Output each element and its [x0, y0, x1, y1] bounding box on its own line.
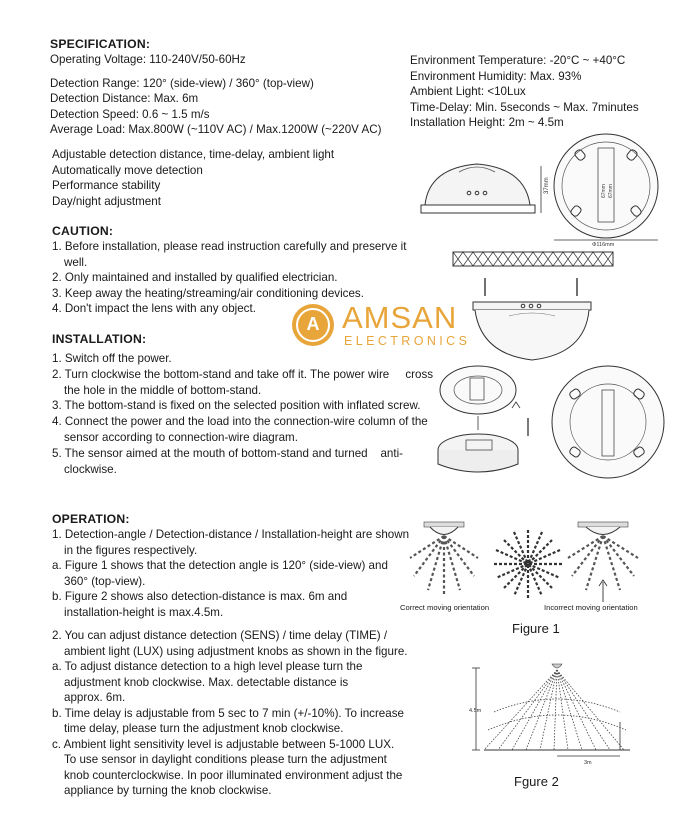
operation-line: 2. You can adjust distance detection (SENS) / time delay (TIME) / — [52, 629, 388, 642]
operation-line: 360° (top-view). — [64, 574, 146, 588]
caution-item: well. — [64, 255, 88, 269]
dimension-diameter-label: Φ116mm — [592, 242, 615, 246]
operation-line: To use sensor in daylight conditions please turn the adjustment — [64, 753, 387, 766]
ceiling-mount-diagram — [445, 250, 620, 370]
caution-item: 3. Keep away the heating/streaming/air conditioning devices. — [52, 286, 364, 300]
spec-heading: SPECIFICATION: — [50, 37, 151, 51]
spec-right-list — [410, 53, 639, 131]
operation-line: adjustment knob clockwise. Max. detectable distance is — [64, 675, 349, 689]
brand-logo-letter: A — [296, 308, 330, 342]
sensor-side-view-diagram — [415, 160, 550, 225]
figure-1-diagram — [400, 518, 662, 610]
caution-heading: CAUTION: — [52, 224, 114, 238]
installation-heading: INSTALLATION: — [52, 332, 147, 346]
spec-line: Detection Range: 120° (side-view) / 360° (top-view) — [50, 76, 314, 90]
top-view-star-diagram — [494, 530, 562, 598]
operation-block-1 — [52, 527, 409, 620]
installation-step: sensor according to connection-wire diagram. — [64, 430, 298, 444]
feature-item: Adjustable detection distance, time-delay, ambient light — [52, 148, 335, 161]
correct-orientation-diagram — [410, 522, 478, 594]
installation-step: clockwise. — [64, 462, 117, 476]
installation-exploded-diagram — [430, 360, 670, 485]
operation-line: b. Time delay is adjustable from 5 sec to 7 min (+/-10%). To increase — [52, 706, 404, 720]
spec-right-line: Time-Delay: Min. 5seconds ~ Max. 7minutes — [410, 100, 639, 114]
caution-item: 4. Don't impact the lens with any object. — [52, 302, 256, 315]
spec-list — [50, 52, 381, 138]
dimension-height-label: 37mm — [544, 177, 550, 194]
sensor-top-view-diagram — [548, 128, 670, 246]
figure-2-distance-label: 3m — [584, 760, 592, 766]
figure-2-caption: Fgure 2 — [514, 774, 559, 789]
installation-list — [52, 351, 433, 477]
figure-1-caption: Figure 1 — [512, 621, 560, 636]
features-list — [52, 147, 334, 209]
incorrect-orientation-diagram — [568, 522, 638, 602]
caution-item: 2. Only maintained and installed by qualified electrician. — [52, 271, 338, 284]
brand-logo-icon — [292, 304, 334, 346]
spec-line: Detection Distance: Max. 6m — [50, 92, 199, 105]
operation-line: c. Ambient light sensitivity level is adjustable between 5-1000 LUX. — [52, 737, 395, 751]
installation-step: 4. Connect the power and the load into the connection-wire column of the — [52, 415, 428, 429]
correct-orientation-label: Correct moving orientation — [400, 603, 490, 612]
operation-block-2 — [52, 628, 408, 799]
operation-line: b. Figure 2 shows also detection-distance is max. 6m and — [52, 590, 348, 603]
installation-step: 5. The sensor aimed at the mouth of bottom-stand and turned anti- — [52, 446, 404, 460]
spec-line: Operating Voltage: 110-240V/50-60Hz — [50, 53, 246, 66]
spec-right-line: Environment Temperature: -20°C ~ +40°C — [410, 54, 626, 67]
brand-name: AMSAN — [342, 300, 458, 335]
operation-line: ambient light (LUX) using adjustment knobs as shown in the figure. — [64, 644, 408, 658]
figure-2-diagram — [464, 660, 640, 770]
spec-right-line: Environment Humidity: Max. 93% — [410, 69, 582, 83]
operation-heading: OPERATION: — [52, 512, 130, 526]
spec-right-line: Installation Height: 2m ~ 4.5m — [410, 116, 564, 129]
spec-spacer — [50, 68, 381, 76]
feature-item: Performance stability — [52, 179, 161, 192]
incorrect-orientation-label: Incorrect moving orientation — [544, 603, 638, 612]
installation-step: the hole in the middle of bottom-stand. — [64, 383, 262, 397]
operation-line: appliance by turning the knob clockwise. — [64, 784, 272, 797]
feature-item: Day/night adjustment — [52, 194, 161, 208]
operation-line: installation-height is max.4.5m. — [64, 605, 224, 619]
operation-line: time delay, please turn the adjustment knob clockwise. — [64, 722, 344, 735]
installation-step: 2. Turn clockwise the bottom-stand and take off it. The power wire cross — [52, 367, 434, 381]
installation-step: 1. Switch off the power. — [52, 352, 172, 365]
spec-line: Average Load: Max.800W (~110V AC) / Max.1200W (~220V AC) — [50, 123, 382, 136]
dimension-inner-b: 67mm — [608, 184, 614, 198]
figure-2-height-label: 4.5m — [469, 708, 482, 714]
operation-line: a. Figure 1 shows that the detection angle is 120° (side-view) and — [52, 559, 388, 572]
operation-line: in the figures respectively. — [64, 543, 198, 557]
operation-line: approx. 6m. — [64, 691, 126, 704]
dimension-inner-a: 67mm — [601, 184, 607, 198]
caution-item: 1. Before installation, please read instruction carefully and preserve it — [52, 240, 407, 253]
brand-subtitle: ELECTRONICS — [344, 334, 471, 348]
operation-line: a. To adjust distance detection to a high level please turn the — [52, 660, 363, 673]
spec-line: Detection Speed: 0.6 ~ 1.5 m/s — [50, 107, 210, 121]
feature-item: Automatically move detection — [52, 163, 203, 177]
operation-line: 1. Detection-angle / Detection-distance / Installation-height are shown — [52, 528, 410, 541]
installation-step: 3. The bottom-stand is fixed on the selected position with inflated screw. — [52, 399, 421, 413]
operation-line: knob counterclockwise. In poor illuminated environment adjust the — [64, 768, 403, 782]
spec-right-line: Ambient Light: <10Lux — [410, 85, 526, 98]
